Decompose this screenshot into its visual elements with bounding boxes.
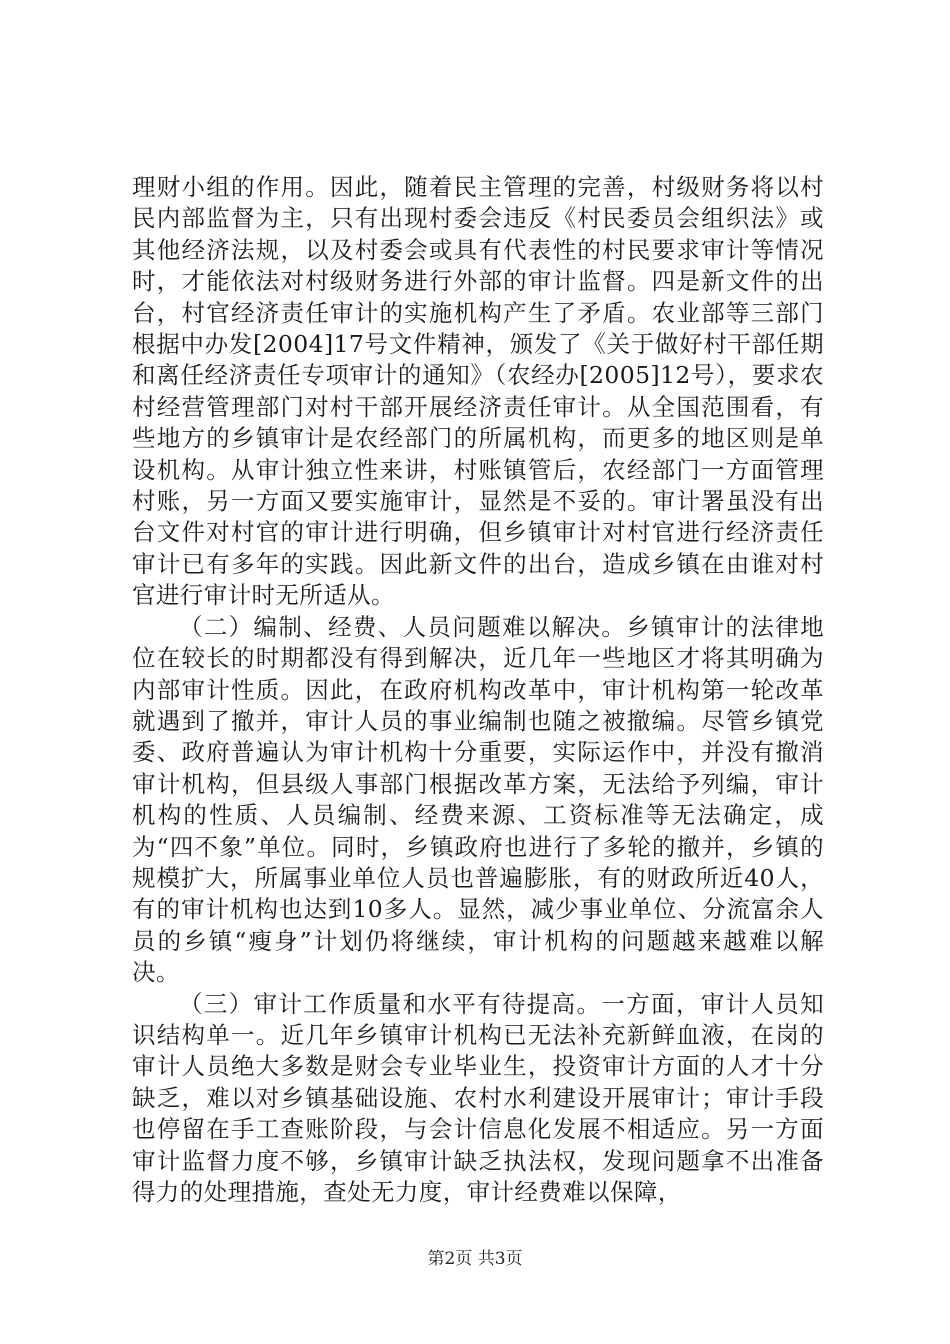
paragraph-continuation: 理财小组的作用。因此，随着民主管理的完善，村级财务将以村民内部监督为主，只有出现村委会违反《村民委员会组织法》或其他经济法规，以及村委会或具有代表性的村民要求审计等情况时，才能依法对村级财务进行外部的审计监督。四是新文件的出台，村官经济责任审计的实施机构产生了矛盾。农业部等三部门根据中办发[2004]17号文件精神，颁发了《关于做好村干部任期和离任经济责任专项审计的通知》（农经办[2005]12号），要求农村经营管理部门对村干部开展经济责任审计。从全国范围看，有些地方的乡镇审计是农经部门的所属机构，而更多的地区则是单设机构。从审计独立性来讲，村账镇管后，农经部门一方面管理村账，另一方面又要实施审计，显然是不妥的。审计署虽没有出台文件对村官的审计进行明确，但乡镇审计对村官进行经济责任审计已有多年的实践。因此新文件的出台，造成乡镇在由谁对村官进行审计时无所适从。 <box>132 173 824 610</box>
body-text <box>132 172 824 1208</box>
paragraph-section-2: （二）编制、经费、人员问题难以解决。乡镇审计的法律地位在较长的时期都没有得到解决，近几年一些地区才将其明确为内部审计性质。因此，在政府机构改革中，审计机构第一轮改革就遇到了撤并，审计人员的事业编制也随之被撤编。尽管乡镇党委、政府普遍认为审计机构十分重要，实际运作中，并没有撤消审计机构，但县级人事部门根据改革方案，无法给予列编，审计机构的性质、人员编制、经费来源、工资标准等无法确定，成为“四不象”单位。同时，乡镇政府也进行了多轮的撤并，乡镇的规模扩大，所属事业单位人员也普遍膨胀，有的财政所近40人，有的审计机构也达到10多人。显然，减少事业单位、分流富余人员的乡镇“瘦身”计划仍将继续，审计机构的问题越来越难以解决。 <box>132 612 824 987</box>
page-footer: 第2页 共3页 <box>427 1249 523 1269</box>
paragraph-section-3: （三）审计工作质量和水平有待提高。一方面，审计人员知识结构单一。近几年乡镇审计机构已无法补充新鲜血液，在岗的审计人员绝大多数是财会专业毕业生，投资审计方面的人才十分缺乏，难以对乡镇基础设施、农村水利建设开展审计；审计手段也停留在手工查账阶段，与会计信息化发展不相适应。另一方面审计监督力度不够，乡镇审计缺乏执法权，发现问题拿不出准备得力的处理措施，查处无力度，审计经费难以保障， <box>132 989 824 1206</box>
